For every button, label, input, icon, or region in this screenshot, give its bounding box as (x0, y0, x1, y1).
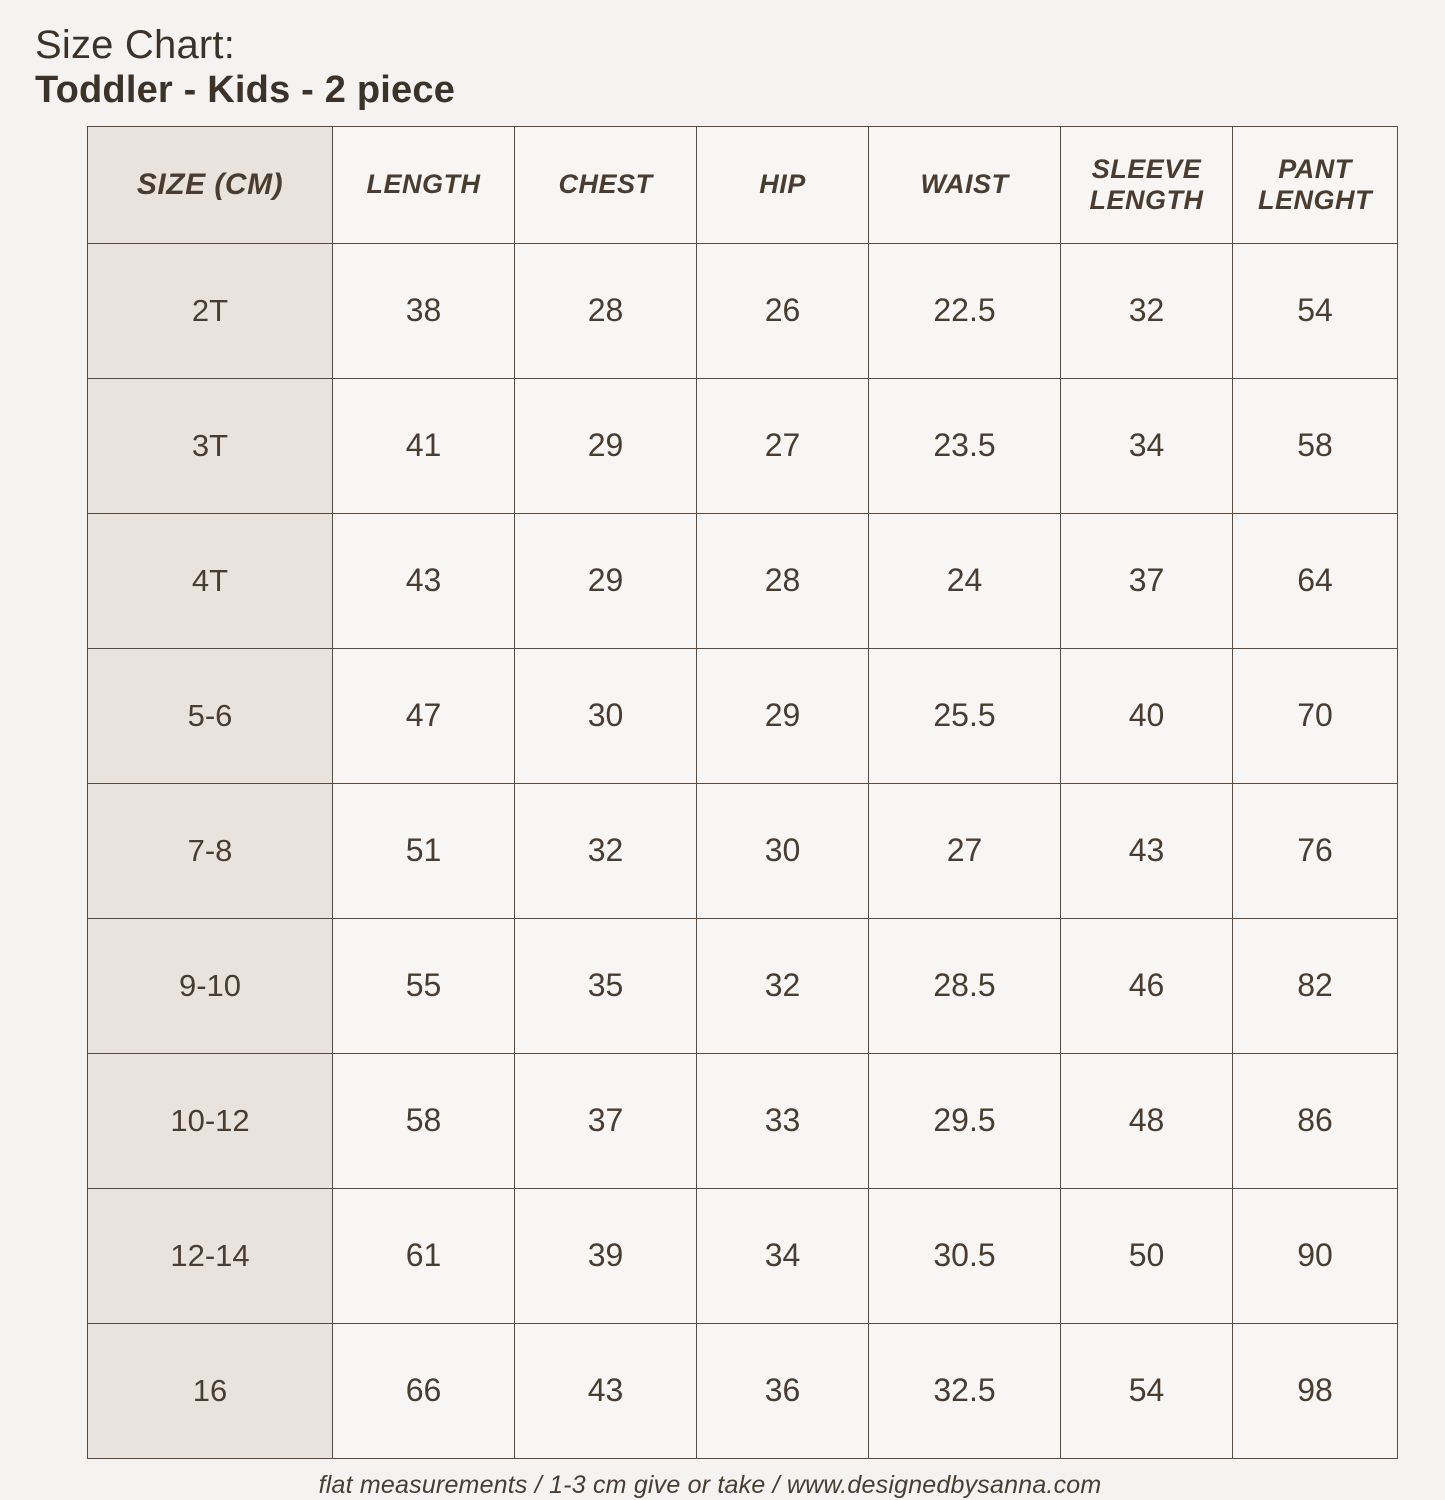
cell-waist: 24 (869, 513, 1061, 648)
cell-chest: 39 (515, 1188, 697, 1323)
cell-waist: 32.5 (869, 1323, 1061, 1458)
cell-waist: 28.5 (869, 918, 1061, 1053)
cell-pant-length: 82 (1233, 918, 1398, 1053)
column-header-waist: WAIST (869, 126, 1061, 243)
cell-length: 61 (333, 1188, 515, 1323)
cell-sleeve-length: 54 (1061, 1323, 1233, 1458)
cell-pant-length: 54 (1233, 243, 1398, 378)
column-header-hip: HIP (697, 126, 869, 243)
cell-size: 5-6 (88, 648, 333, 783)
cell-size: 2T (88, 243, 333, 378)
cell-length: 66 (333, 1323, 515, 1458)
cell-waist: 22.5 (869, 243, 1061, 378)
column-header-pant-length-line1: PANT (1278, 154, 1352, 185)
column-header-sleeve-length-line1: SLEEVE (1091, 154, 1202, 185)
cell-length: 47 (333, 648, 515, 783)
cell-length: 51 (333, 783, 515, 918)
table-body (88, 243, 1398, 1458)
cell-sleeve-length: 46 (1061, 918, 1233, 1053)
cell-sleeve-length: 34 (1061, 378, 1233, 513)
cell-size: 16 (88, 1323, 333, 1458)
cell-hip: 29 (697, 648, 869, 783)
cell-chest: 29 (515, 513, 697, 648)
table-row (88, 1188, 1398, 1323)
table-row (88, 648, 1398, 783)
cell-hip: 34 (697, 1188, 869, 1323)
cell-sleeve-length: 48 (1061, 1053, 1233, 1188)
cell-hip: 33 (697, 1053, 869, 1188)
cell-waist: 29.5 (869, 1053, 1061, 1188)
cell-pant-length: 90 (1233, 1188, 1398, 1323)
cell-pant-length: 76 (1233, 783, 1398, 918)
cell-length: 58 (333, 1053, 515, 1188)
cell-sleeve-length: 32 (1061, 243, 1233, 378)
cell-length: 43 (333, 513, 515, 648)
cell-chest: 29 (515, 378, 697, 513)
cell-waist: 30.5 (869, 1188, 1061, 1323)
cell-sleeve-length: 43 (1061, 783, 1233, 918)
cell-length: 41 (333, 378, 515, 513)
cell-pant-length: 86 (1233, 1053, 1398, 1188)
page-title-secondary: Toddler - Kids - 2 piece (35, 69, 456, 111)
cell-chest: 32 (515, 783, 697, 918)
cell-size: 4T (88, 513, 333, 648)
table-row (88, 1323, 1398, 1458)
table-header (88, 126, 1398, 243)
cell-chest: 43 (515, 1323, 697, 1458)
cell-sleeve-length: 50 (1061, 1188, 1233, 1323)
footnote: flat measurements / 1-3 cm give or take / www.designedbysanna.com (318, 1470, 1102, 1499)
cell-hip: 30 (697, 783, 869, 918)
column-header-sleeve-length-line2: LENGTH (1089, 184, 1204, 215)
cell-pant-length: 98 (1233, 1323, 1398, 1458)
page-title-primary: Size Chart: (35, 23, 236, 67)
table-row (88, 378, 1398, 513)
cell-size: 12-14 (88, 1188, 333, 1323)
table-row (88, 513, 1398, 648)
page-title (35, 22, 1385, 114)
column-header-length: LENGTH (333, 126, 515, 243)
cell-hip: 26 (697, 243, 869, 378)
column-header-pant-length (1233, 126, 1398, 243)
cell-chest: 37 (515, 1053, 697, 1188)
cell-size: 7-8 (88, 783, 333, 918)
cell-pant-length: 64 (1233, 513, 1398, 648)
table-row (88, 243, 1398, 378)
table-row (88, 918, 1398, 1053)
cell-length: 55 (333, 918, 515, 1053)
column-header-size: SIZE (CM) (88, 126, 333, 243)
cell-length: 38 (333, 243, 515, 378)
cell-waist: 23.5 (869, 378, 1061, 513)
cell-chest: 35 (515, 918, 697, 1053)
cell-hip: 36 (697, 1323, 869, 1458)
cell-size: 10-12 (88, 1053, 333, 1188)
cell-hip: 28 (697, 513, 869, 648)
column-header-sleeve-length (1061, 126, 1233, 243)
cell-sleeve-length: 37 (1061, 513, 1233, 648)
cell-hip: 32 (697, 918, 869, 1053)
cell-hip: 27 (697, 378, 869, 513)
table-row (88, 1053, 1398, 1188)
table-row (88, 783, 1398, 918)
cell-sleeve-length: 40 (1061, 648, 1233, 783)
cell-chest: 30 (515, 648, 697, 783)
column-header-pant-length-line2: LENGHT (1258, 184, 1372, 215)
cell-pant-length: 58 (1233, 378, 1398, 513)
column-header-chest: CHEST (515, 126, 697, 243)
cell-size: 3T (88, 378, 333, 513)
cell-pant-length: 70 (1233, 648, 1398, 783)
cell-chest: 28 (515, 243, 697, 378)
size-chart-table (87, 126, 1398, 1459)
table-header-row (88, 126, 1398, 243)
cell-waist: 25.5 (869, 648, 1061, 783)
cell-size: 9-10 (88, 918, 333, 1053)
cell-waist: 27 (869, 783, 1061, 918)
